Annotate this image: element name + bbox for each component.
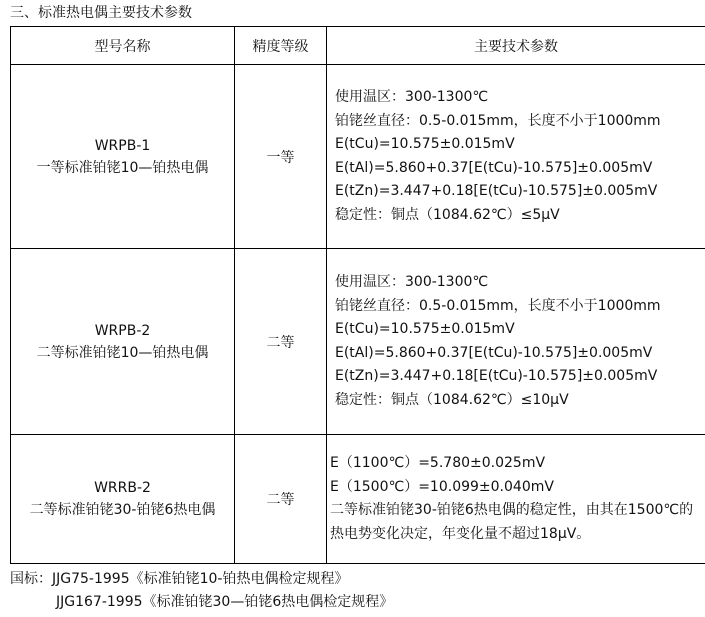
param-line: E（1100℃）=5.780±0.025mV: [330, 455, 546, 471]
param-line: E(tZn)=3.447+0.18[E(tCu)-10.575]±0.005mV: [335, 368, 658, 384]
model-code: WRPB-1: [94, 137, 151, 154]
standard-line-1: 国标：JJG75-1995《标准铂铑10-铂热电偶检定规程》: [10, 571, 349, 587]
param-line: E(tAl)=5.860+0.37[E(tCu)-10.575]±0.005mV: [335, 344, 653, 361]
params-cell: [327, 65, 705, 249]
table-row: [11, 65, 705, 249]
param-line: 使用温区：300-1300℃: [335, 274, 489, 290]
model-code: WRPB-2: [94, 322, 151, 339]
standard-line-2: JJG167-1995《标准铂铑30—铂铑6热电偶检定规程》: [56, 594, 394, 610]
param-line: 铂铑丝直径：0.5-0.015mm，长度不小于1000mm: [335, 297, 661, 314]
table-row: [11, 435, 705, 564]
params-cell: [327, 249, 705, 435]
params-cell: [327, 435, 705, 564]
spec-table: [10, 26, 705, 564]
param-line: 铂铑丝直径：0.5-0.015mm，长度不小于1000mm: [335, 112, 661, 129]
model-name: 二等标准铂铑10—铂热电偶: [36, 344, 209, 361]
grade-cell: 二等: [235, 435, 327, 564]
param-paragraph: 二等标准铂铑30-铂铑6热电偶的稳定性，由其在1500℃的热电势变化决定，年变化量不超过18μV。: [330, 502, 694, 542]
header-model-name: 型号名称: [11, 27, 235, 65]
param-line: E(tCu)=10.575±0.015mV: [335, 321, 515, 337]
model-name-cell: [11, 435, 235, 564]
param-line: E(tAl)=5.860+0.37[E(tCu)-10.575]±0.005mV: [335, 159, 653, 176]
model-code: WRRB-2: [94, 480, 151, 496]
param-line: E(tZn)=3.447+0.18[E(tCu)-10.575]±0.005mV: [335, 183, 658, 199]
model-name-cell: [11, 249, 235, 435]
param-line: 稳定性：铜点（1084.62℃）≤10μV: [335, 391, 569, 408]
grade-cell: 二等: [235, 249, 327, 435]
table-header-row: [11, 27, 705, 65]
param-line: E（1500℃）=10.099±0.040mV: [330, 478, 554, 495]
header-grade: 精度等级: [235, 27, 327, 65]
model-name-cell: [11, 65, 235, 249]
param-line: 稳定性：铜点（1084.62℃）≤5μV: [335, 206, 560, 223]
param-line: E(tCu)=10.575±0.015mV: [335, 136, 515, 152]
model-name: 一等标准铂铑10—铂热电偶: [36, 159, 209, 176]
model-name: 二等标准铂铑30-铂铑6热电偶: [29, 502, 216, 518]
table-row: [11, 249, 705, 435]
footer-standards: [10, 568, 393, 614]
param-line: 使用温区：300-1300℃: [335, 89, 489, 105]
grade-cell: 一等: [235, 65, 327, 249]
header-parameters: 主要技术参数: [327, 27, 705, 65]
section-heading: 三、标准热电偶主要技术参数: [10, 5, 192, 21]
